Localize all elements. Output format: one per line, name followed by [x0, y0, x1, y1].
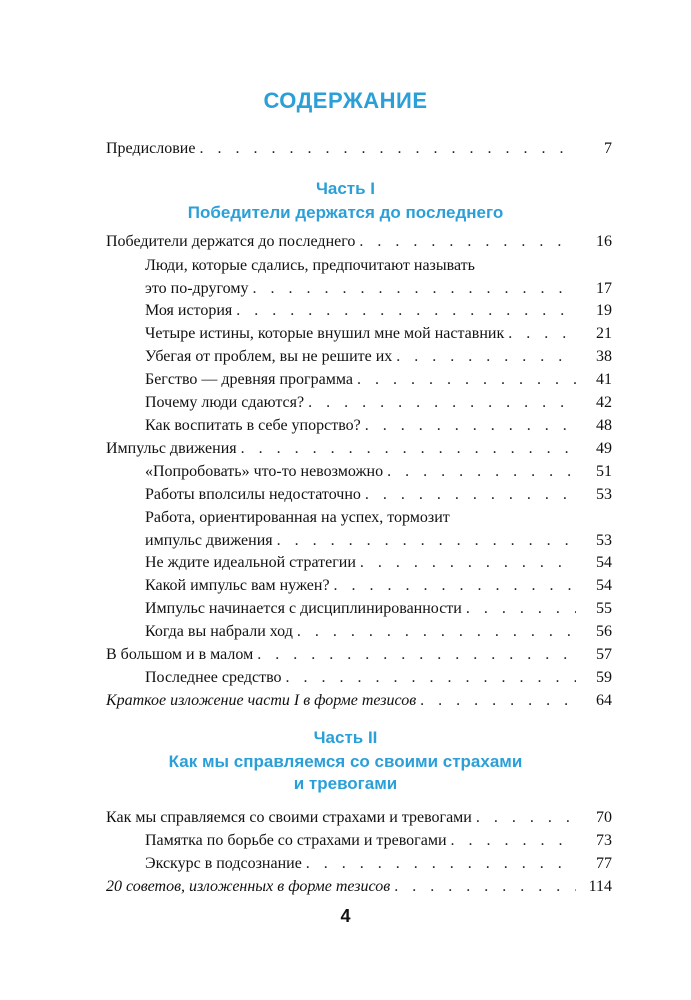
leader-dots — [306, 852, 576, 875]
toc-entry-summary[interactable] — [106, 875, 612, 898]
toc-entry-title: Победители держатся до последнего — [106, 233, 356, 250]
toc-entry[interactable] — [145, 299, 612, 322]
toc-entry-page: 48 — [596, 417, 612, 434]
toc-entry-title: Не ждите идеальной стратегии — [145, 554, 356, 571]
toc-entry[interactable] — [145, 506, 612, 552]
leader-dots — [357, 368, 576, 391]
toc-entry-title: Импульс начинается с дисциплинированности — [145, 600, 462, 617]
toc-entry[interactable] — [106, 643, 612, 666]
toc-entry[interactable] — [145, 551, 612, 574]
toc-entry[interactable] — [145, 852, 612, 875]
toc-entry-title: Памятка по борьбе со страхами и тревогами — [145, 832, 447, 849]
leader-dots — [365, 414, 576, 437]
toc-entry-title: Убегая от проблем, вы не решите их — [145, 348, 393, 365]
leader-dots — [297, 620, 576, 643]
toc-entry-summary[interactable] — [106, 689, 612, 712]
toc-entry-page: 38 — [596, 348, 612, 365]
toc-entry-page: 114 — [588, 878, 612, 895]
page-title: СОДЕРЖАНИЕ — [263, 88, 428, 113]
toc-entry-title: 20 советов, изложенных в форме тезисов — [106, 878, 391, 895]
toc-entry-page: 7 — [604, 140, 612, 157]
toc-entry-page: 55 — [596, 600, 612, 617]
toc-entry[interactable] — [145, 597, 612, 620]
leader-dots — [387, 460, 576, 483]
leader-dots — [466, 597, 576, 620]
toc-entry[interactable] — [145, 322, 612, 345]
leader-dots — [451, 829, 576, 852]
toc-entry-page: 57 — [596, 646, 612, 663]
toc-entry-title: В большом и в малом — [106, 646, 254, 663]
toc-entry-title: Последнее средство — [145, 669, 282, 686]
toc-entry-title: импульс движения — [145, 532, 273, 549]
page-number: 4 — [340, 906, 351, 926]
toc-entry-title: Бегство — древняя программа — [145, 371, 353, 388]
leader-dots — [257, 643, 576, 666]
toc-entry-page: 49 — [596, 440, 612, 457]
toc-entry-page: 42 — [596, 394, 612, 411]
toc-entry-title-line1: Работа, ориентированная на успех, тормозит — [145, 509, 450, 526]
toc-entry-title: Четыре истины, которые внушил мне мой наставник — [145, 325, 505, 342]
leader-dots — [252, 277, 576, 300]
toc-entry[interactable] — [106, 806, 612, 829]
toc-entry[interactable] — [145, 829, 612, 852]
toc-entry[interactable] — [145, 254, 612, 300]
toc-entry-page: 77 — [596, 855, 612, 872]
toc-entry-title: Импульс движения — [106, 440, 237, 457]
toc-entry-page: 41 — [596, 371, 612, 388]
toc-entry-page: 19 — [596, 302, 612, 319]
toc-entry[interactable] — [145, 368, 612, 391]
toc-entry-title: Предисловие — [106, 140, 196, 157]
toc-entry-title: Как мы справляемся со своими страхами и тревогами — [106, 809, 472, 826]
toc-entry[interactable] — [145, 666, 612, 689]
toc-entry[interactable] — [106, 437, 612, 460]
toc-entry-title: Когда вы набрали ход — [145, 623, 293, 640]
toc-entry-page: 54 — [596, 554, 612, 571]
leader-dots — [365, 483, 576, 506]
toc-entry-page: 70 — [596, 809, 612, 826]
toc-entry-page: 54 — [596, 577, 612, 594]
toc-entry-title: Экскурс в подсознание — [145, 855, 302, 872]
toc-entry-title: Краткое изложение части I в форме тезисов — [106, 692, 417, 709]
leader-dots — [359, 230, 576, 253]
toc-entry-title: Как воспитать в себе упорство? — [145, 417, 361, 434]
part2-label: Часть II — [313, 728, 378, 747]
toc-entry[interactable] — [145, 483, 612, 506]
leader-dots — [277, 529, 576, 552]
toc-entry-page: 21 — [596, 325, 612, 342]
toc-entry-title-line1: Люди, которые сдались, предпочитают называть — [145, 257, 475, 274]
toc-entry-title: это по-другому — [145, 280, 249, 297]
toc-entry[interactable] — [106, 230, 612, 253]
toc-entry-page: 16 — [596, 233, 612, 250]
part2-name-line2: и тревогами — [293, 774, 398, 793]
toc-entry-page: 51 — [596, 463, 612, 480]
toc-entry-title: Почему люди сдаются? — [145, 394, 305, 411]
toc-entry[interactable] — [145, 414, 612, 437]
toc-entry-page: 56 — [596, 623, 612, 640]
leader-dots — [199, 137, 576, 160]
leader-dots — [334, 574, 576, 597]
toc-entry-page: 59 — [596, 669, 612, 686]
leader-dots — [236, 299, 576, 322]
toc-entry[interactable] — [145, 620, 612, 643]
toc-entry-title: Моя история — [145, 302, 233, 319]
leader-dots — [241, 437, 576, 460]
leader-dots — [360, 551, 576, 574]
leader-dots — [308, 391, 576, 414]
toc-entry[interactable] — [145, 391, 612, 414]
leader-dots — [286, 666, 576, 689]
leader-dots — [394, 875, 576, 898]
leader-dots — [420, 689, 576, 712]
toc-entry-page: 53 — [596, 532, 612, 549]
part1-label: Часть I — [315, 179, 376, 198]
leader-dots — [396, 345, 576, 368]
toc-entry[interactable] — [145, 460, 612, 483]
toc-entry[interactable] — [145, 345, 612, 368]
toc-entry-page: 64 — [596, 692, 612, 709]
toc-entry-page: 53 — [596, 486, 612, 503]
toc-entry-title: Какой импульс вам нужен? — [145, 577, 330, 594]
toc-entry-page: 17 — [596, 280, 612, 297]
part2-name-line1: Как мы справляемся со своими страхами — [168, 752, 523, 771]
toc-entry-page: 73 — [596, 832, 612, 849]
toc-entry-title: «Попробовать» что-то невозможно — [145, 463, 384, 480]
toc-entry-title: Работы вполсилы недостаточно — [145, 486, 361, 503]
leader-dots — [508, 322, 576, 345]
toc-entry-preface[interactable] — [106, 137, 612, 160]
part1-name: Победители держатся до последнего — [187, 203, 504, 222]
toc-entry[interactable] — [145, 574, 612, 597]
leader-dots — [476, 806, 576, 829]
